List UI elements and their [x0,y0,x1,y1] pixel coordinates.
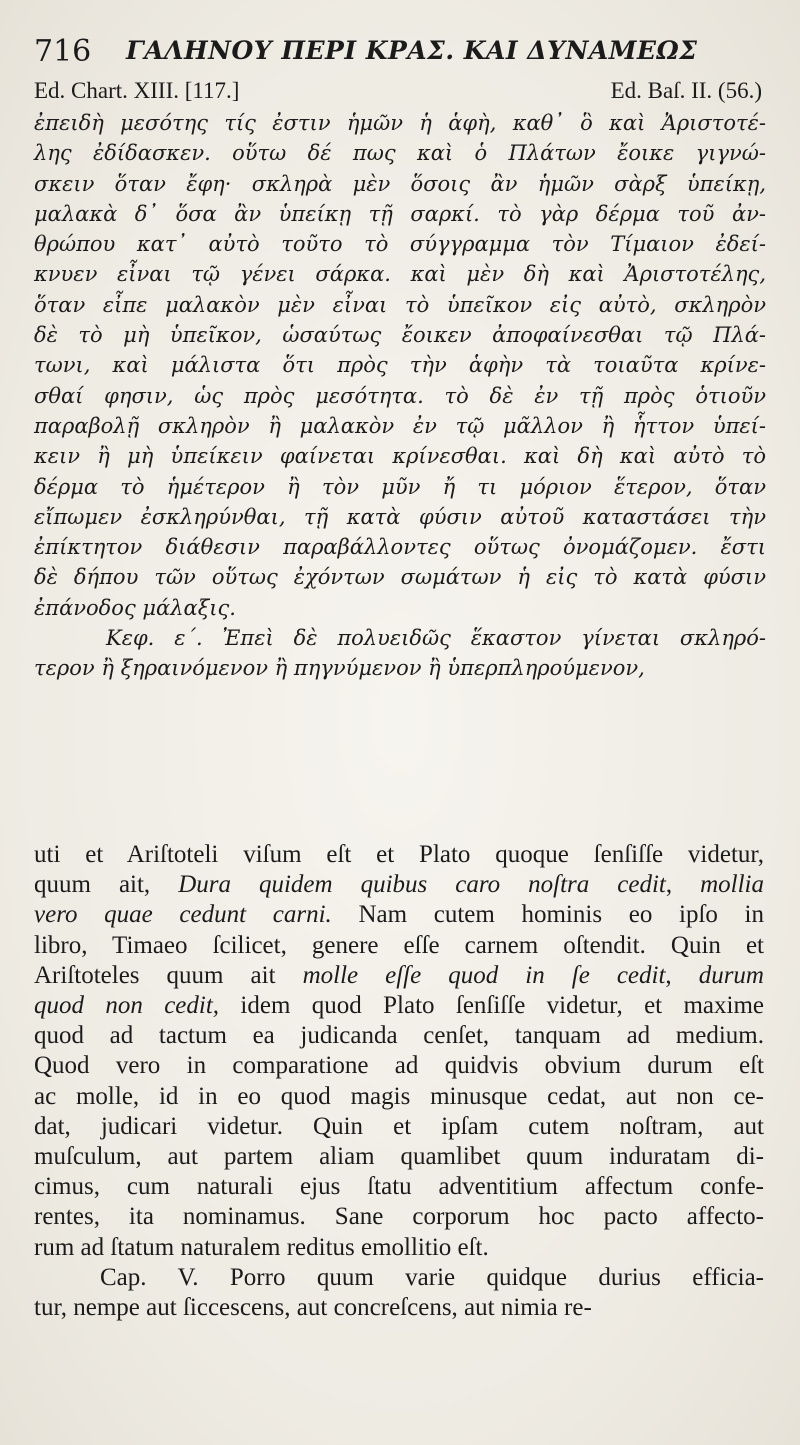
greek-text-line: δὲ δήπου τῶν οὕτως ἐχόντων σωμάτων ἡ εἰς τὸ κατὰ φύσιν [34,565,766,590]
latin-quotation-segment: vero quae cedunt carni. [34,901,332,929]
latin-text-segment: ac molle, id in eo quod magis minusque cedat, aut non ce- [34,1082,764,1110]
latin-text-line [34,840,764,870]
latin-text-segment: tur, nempe aut ſiccescens, aut concreſcens, aut nimia re- [34,1294,592,1322]
latin-text-line [34,1142,764,1172]
latin-quotation-segment: Dura quidem quibus caro noſtra cedit [178,871,666,899]
latin-text-line [34,1202,764,1232]
greek-text-line: ὅταν εἶπε μαλακὸν μὲν εἶναι τὸ ὑπεῖκον εἰς αὐτὸ, σκληρὸν [34,292,766,317]
latin-text-segment: idem quod Plato ſenſiſſe videtur, et maxime [219,992,765,1020]
greek-text-line: παραβολῇ σκληρὸν ἢ μαλακὸν ἐν τῷ μᾶλλον ἢ ἧττον ὑπεί- [34,413,766,438]
greek-text-block [34,108,766,684]
latin-text-line [34,931,764,961]
latin-text-segment: rum ad ſtatum naturalem reditus emollitio eſt. [34,1233,489,1261]
latin-text-line [34,1172,764,1202]
latin-text-segment: cimus, cum naturali ejus ſtatu adventitium affectum confe- [34,1173,764,1201]
latin-text-line [34,900,764,930]
latin-text-segment: , [665,871,701,899]
greek-text-line: θρώπου κατ᾽ αὐτὸ τοῦτο τὸ σύγγραμμα τὸν Τίμαιον ἐδεί- [34,232,766,257]
latin-text-segment: Nam cutem hominis eo ipſo in [331,901,765,929]
greek-text-line: μαλακὰ δ᾽ ὅσα ἂν ὑπείκῃ τῇ σαρκί. τὸ γὰρ δέρμα τοῦ ἀν- [34,201,766,226]
edition-chartier-reference: Ed. Chart. XIII. [117.] [34,78,240,103]
running-title: ΓΑΛΗΝΟΥ ΠΕΡΙ ΚΡΑΣ. ΚΑΙ ΔΥΝΑΜΕΩΣ [126,36,698,65]
latin-text-line [34,1082,764,1112]
latin-quotation-segment: quod non cedit, [34,992,220,1020]
latin-text-segment: Ariſtoteles quum ait [34,961,303,989]
latin-quotation-segment: molle eſſe quod in ſe cedit [302,961,666,989]
latin-text-segment: Quod vero in comparatione ad quidvis obvium durum eſt [34,1052,764,1080]
latin-quotation-segment: durum [698,961,764,989]
latin-text-line [34,1021,764,1051]
greek-text-line: ἐπειδὴ μεσότης τίς ἐστιν ἡμῶν ἡ ἁφὴ, καθ᾽ ὃ καὶ Ἀριστοτέ- [34,111,766,135]
greek-text-line: λης ἐδίδασκεν. οὕτω δέ πως καὶ ὁ Πλάτων ἔοικε γιγνώ- [34,141,766,166]
greek-text-line: εἴπωμεν ἐσκληρύνθαι, τῇ κατὰ φύσιν αὐτοῦ καταστάσει τὴν [34,504,766,529]
greek-text-line: τωνι, καὶ μάλιστα ὅτι πρὸς τὴν ἁφὴν τὰ τοιαῦτα κρίνε- [34,353,766,378]
latin-text-segment: dat, judicari videtur. Quin et ipſam cutem noſtram, aut [34,1112,764,1140]
latin-quotation-segment: mollia [700,871,764,899]
latin-text-segment: quod ad tactum ea judicanda cenſet, tanquam ad medium. [34,1022,764,1050]
greek-text-line: κειν ἢ μὴ ὑπείκειν φαίνεται κρίνεσθαι. καὶ δὴ καὶ αὐτὸ τὸ [34,444,766,469]
latin-text-segment: libro, Timaeo ſcilicet, genere eſſe carnem oſtendit. Quin et [34,931,764,959]
latin-text-line [34,1293,764,1323]
greek-text-line: δέρμα τὸ ἡμέτερον ἢ τὸν μῦν ἤ τι μόριον ἕτερον, ὅταν [34,474,766,499]
latin-text-line [34,1051,764,1081]
latin-text-segment: , [665,961,699,989]
latin-text-segment: rentes, ita nominamus. Sane corporum hoc pacto affecto- [34,1203,764,1231]
latin-text-line [34,1112,764,1142]
latin-text-segment: uti et Ariſtoteli viſum eſt et Plato quoque ſenſiſſe videtur, [34,841,764,868]
greek-text-line: σκειν ὅταν ἔφη· σκληρὰ μὲν ὅσοις ἂν ἡμῶν σὰρξ ὑπείκῃ, [34,171,766,196]
greek-text-line: κνυεν εἶναι τῷ γένει σάρκα. καὶ μὲν δὴ καὶ Ἀριστοτέλης, [34,262,766,287]
latin-text-line [34,870,764,900]
greek-text-line: δὲ τὸ μὴ ὑπεῖκον, ὡσαύτως ἔοικεν ἀποφαίνεσθαι τῷ Πλά- [34,323,766,348]
latin-text-line [34,1233,764,1263]
greek-text-line: σθαί φησιν, ὡς πρὸς μεσότητα. τὸ δὲ ἐν τῇ πρὸς ὁτιοῦν [34,383,766,408]
greek-text-line: ἐπάνοδος μάλαξις. [34,595,236,620]
latin-text-segment: quum ait, [34,871,179,899]
page-header [34,30,770,70]
edition-basel-reference: Ed. Baſ. II. (56.) [610,78,762,103]
latin-text-line [34,991,764,1021]
greek-text-line: ἐπίκτητον διάθεσιν παραβάλλοντες οὕτως ὀνομάζομεν. ἔστι [34,535,766,560]
latin-text-block [34,840,764,1323]
greek-text-line: Κεφ. ε΄. Ἐπεὶ δὲ πολυειδῶς ἕκαστον γίνεται σκληρό- [106,626,766,651]
latin-text-line [34,1263,764,1293]
edition-reference-line [34,78,762,108]
page-number: 716 [34,34,92,69]
latin-text-segment: muſculum, aut partem aliam quamlibet quum induratam di- [34,1143,764,1171]
latin-text-segment: Cap. V. Porro quum varie quidque durius efficia- [100,1263,764,1291]
greek-text-line: τερον ἢ ξηραινόμενον ἢ πηγνύμενον ἢ ὑπερπληρούμενον, [34,656,645,681]
latin-text-line [34,961,764,991]
